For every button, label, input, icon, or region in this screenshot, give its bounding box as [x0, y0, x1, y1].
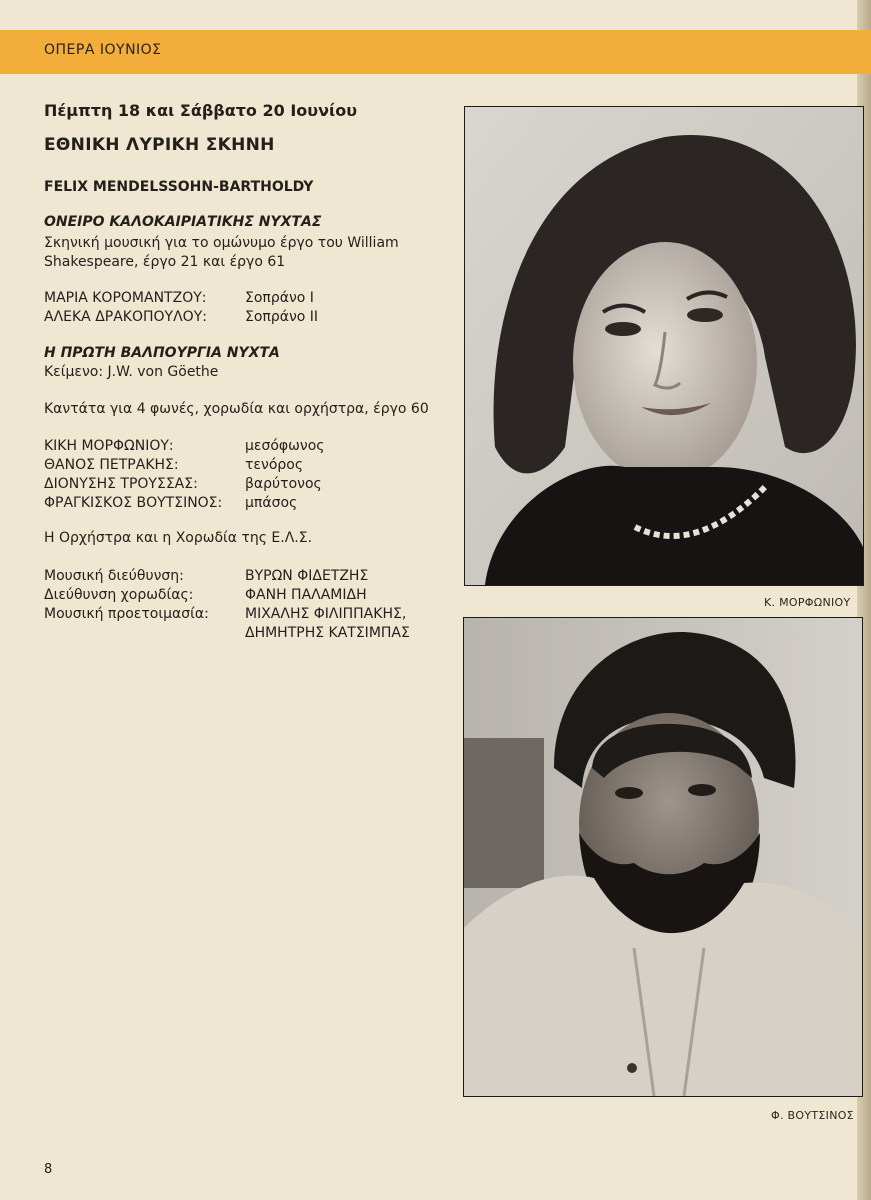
photo-caption: Φ. ΒΟΥΤΣΙΝΟΣ	[771, 1109, 854, 1122]
company-name: ΕΘΝΙΚΗ ΛΥΡΙΚΗ ΣΚΗΝΗ	[44, 135, 275, 155]
cast-name: ΑΛΕΚΑ ΔΡΑΚΟΠΟΥΛΟΥ:	[44, 309, 207, 325]
work2-title: Η ΠΡΩΤΗ ΒΑΛΠΟΥΡΓΙΑ ΝΥΧΤΑ	[44, 345, 280, 361]
photo-caption: Κ. ΜΟΡΦΩΝΙΟΥ	[764, 596, 851, 609]
cast-name: ΔΙΟΝΥΣΗΣ ΤΡΟΥΣΣΑΣ:	[44, 476, 198, 492]
cast-role: μπάσος	[245, 495, 298, 511]
portrait-photo-morfoniou	[464, 106, 864, 586]
portrait-illustration	[465, 107, 863, 585]
credit-value: ΔΗΜΗΤΡΗΣ ΚΑΤΣΙΜΠΑΣ	[245, 625, 410, 641]
section-title: ΟΠΕΡΑ ΙΟΥΝΙΟΣ	[44, 42, 162, 58]
cast-role: τενόρος	[245, 457, 304, 473]
credit-label: Διεύθυνση χορωδίας:	[44, 587, 194, 603]
cast-name: ΦΡΑΓΚΙΣΚΟΣ ΒΟΥΤΣΙΝΟΣ:	[44, 495, 223, 511]
credit-value: ΜΙΧΑΛΗΣ ΦΙΛΙΠΠΑΚΗΣ,	[245, 606, 407, 622]
cast-role: μεσόφωνος	[245, 438, 325, 454]
work1-description-line: Shakespeare, έργο 21 και έργο 61	[44, 254, 286, 270]
cast-role: Σοπράνο Ι	[245, 290, 314, 306]
page-number: 8	[44, 1162, 53, 1177]
credit-value: ΦΑΝΗ ΠΑΛΑΜΙΔΗ	[245, 587, 367, 603]
credit-label: Μουσική προετοιμασία:	[44, 606, 209, 622]
portrait-illustration	[464, 618, 862, 1096]
work2-description: Καντάτα για 4 φωνές, χορωδία και ορχήστρα, έργο 60	[44, 401, 429, 417]
work1-description-line: Σκηνική μουσική για το ομώνυμο έργο του William	[44, 235, 399, 251]
cast-name: ΜΑΡΙΑ ΚΟΡΟΜΑΝΤΖΟΥ:	[44, 290, 207, 306]
event-date: Πέμπτη 18 και Σάββατο 20 Ιουνίου	[44, 101, 358, 120]
work2-text-by: Κείμενο: J.W. von Göethe	[44, 364, 219, 380]
cast-name: ΘΑΝΟΣ ΠΕΤΡΑΚΗΣ:	[44, 457, 179, 473]
portrait-photo-voutsinos	[463, 617, 863, 1097]
credit-label: Μουσική διεύθυνση:	[44, 568, 184, 584]
work1-title: ΟΝΕΙΡΟ ΚΑΛΟΚΑΙΡΙΑΤΙΚΗΣ ΝΥΧΤΑΣ	[44, 214, 322, 230]
credit-value: ΒΥΡΩΝ ΦΙΔΕΤΖΗΣ	[245, 568, 369, 584]
cast-role: Σοπράνο ΙΙ	[245, 309, 319, 325]
composer-name: FELIX MENDELSSOHN-BARTHOLDY	[44, 179, 314, 195]
ensemble-text: Η Ορχήστρα και η Χορωδία της Ε.Λ.Σ.	[44, 530, 313, 546]
cast-role: βαρύτονος	[245, 476, 322, 492]
cast-name: ΚΙΚΗ ΜΟΡΦΩΝΙΟΥ:	[44, 438, 174, 454]
